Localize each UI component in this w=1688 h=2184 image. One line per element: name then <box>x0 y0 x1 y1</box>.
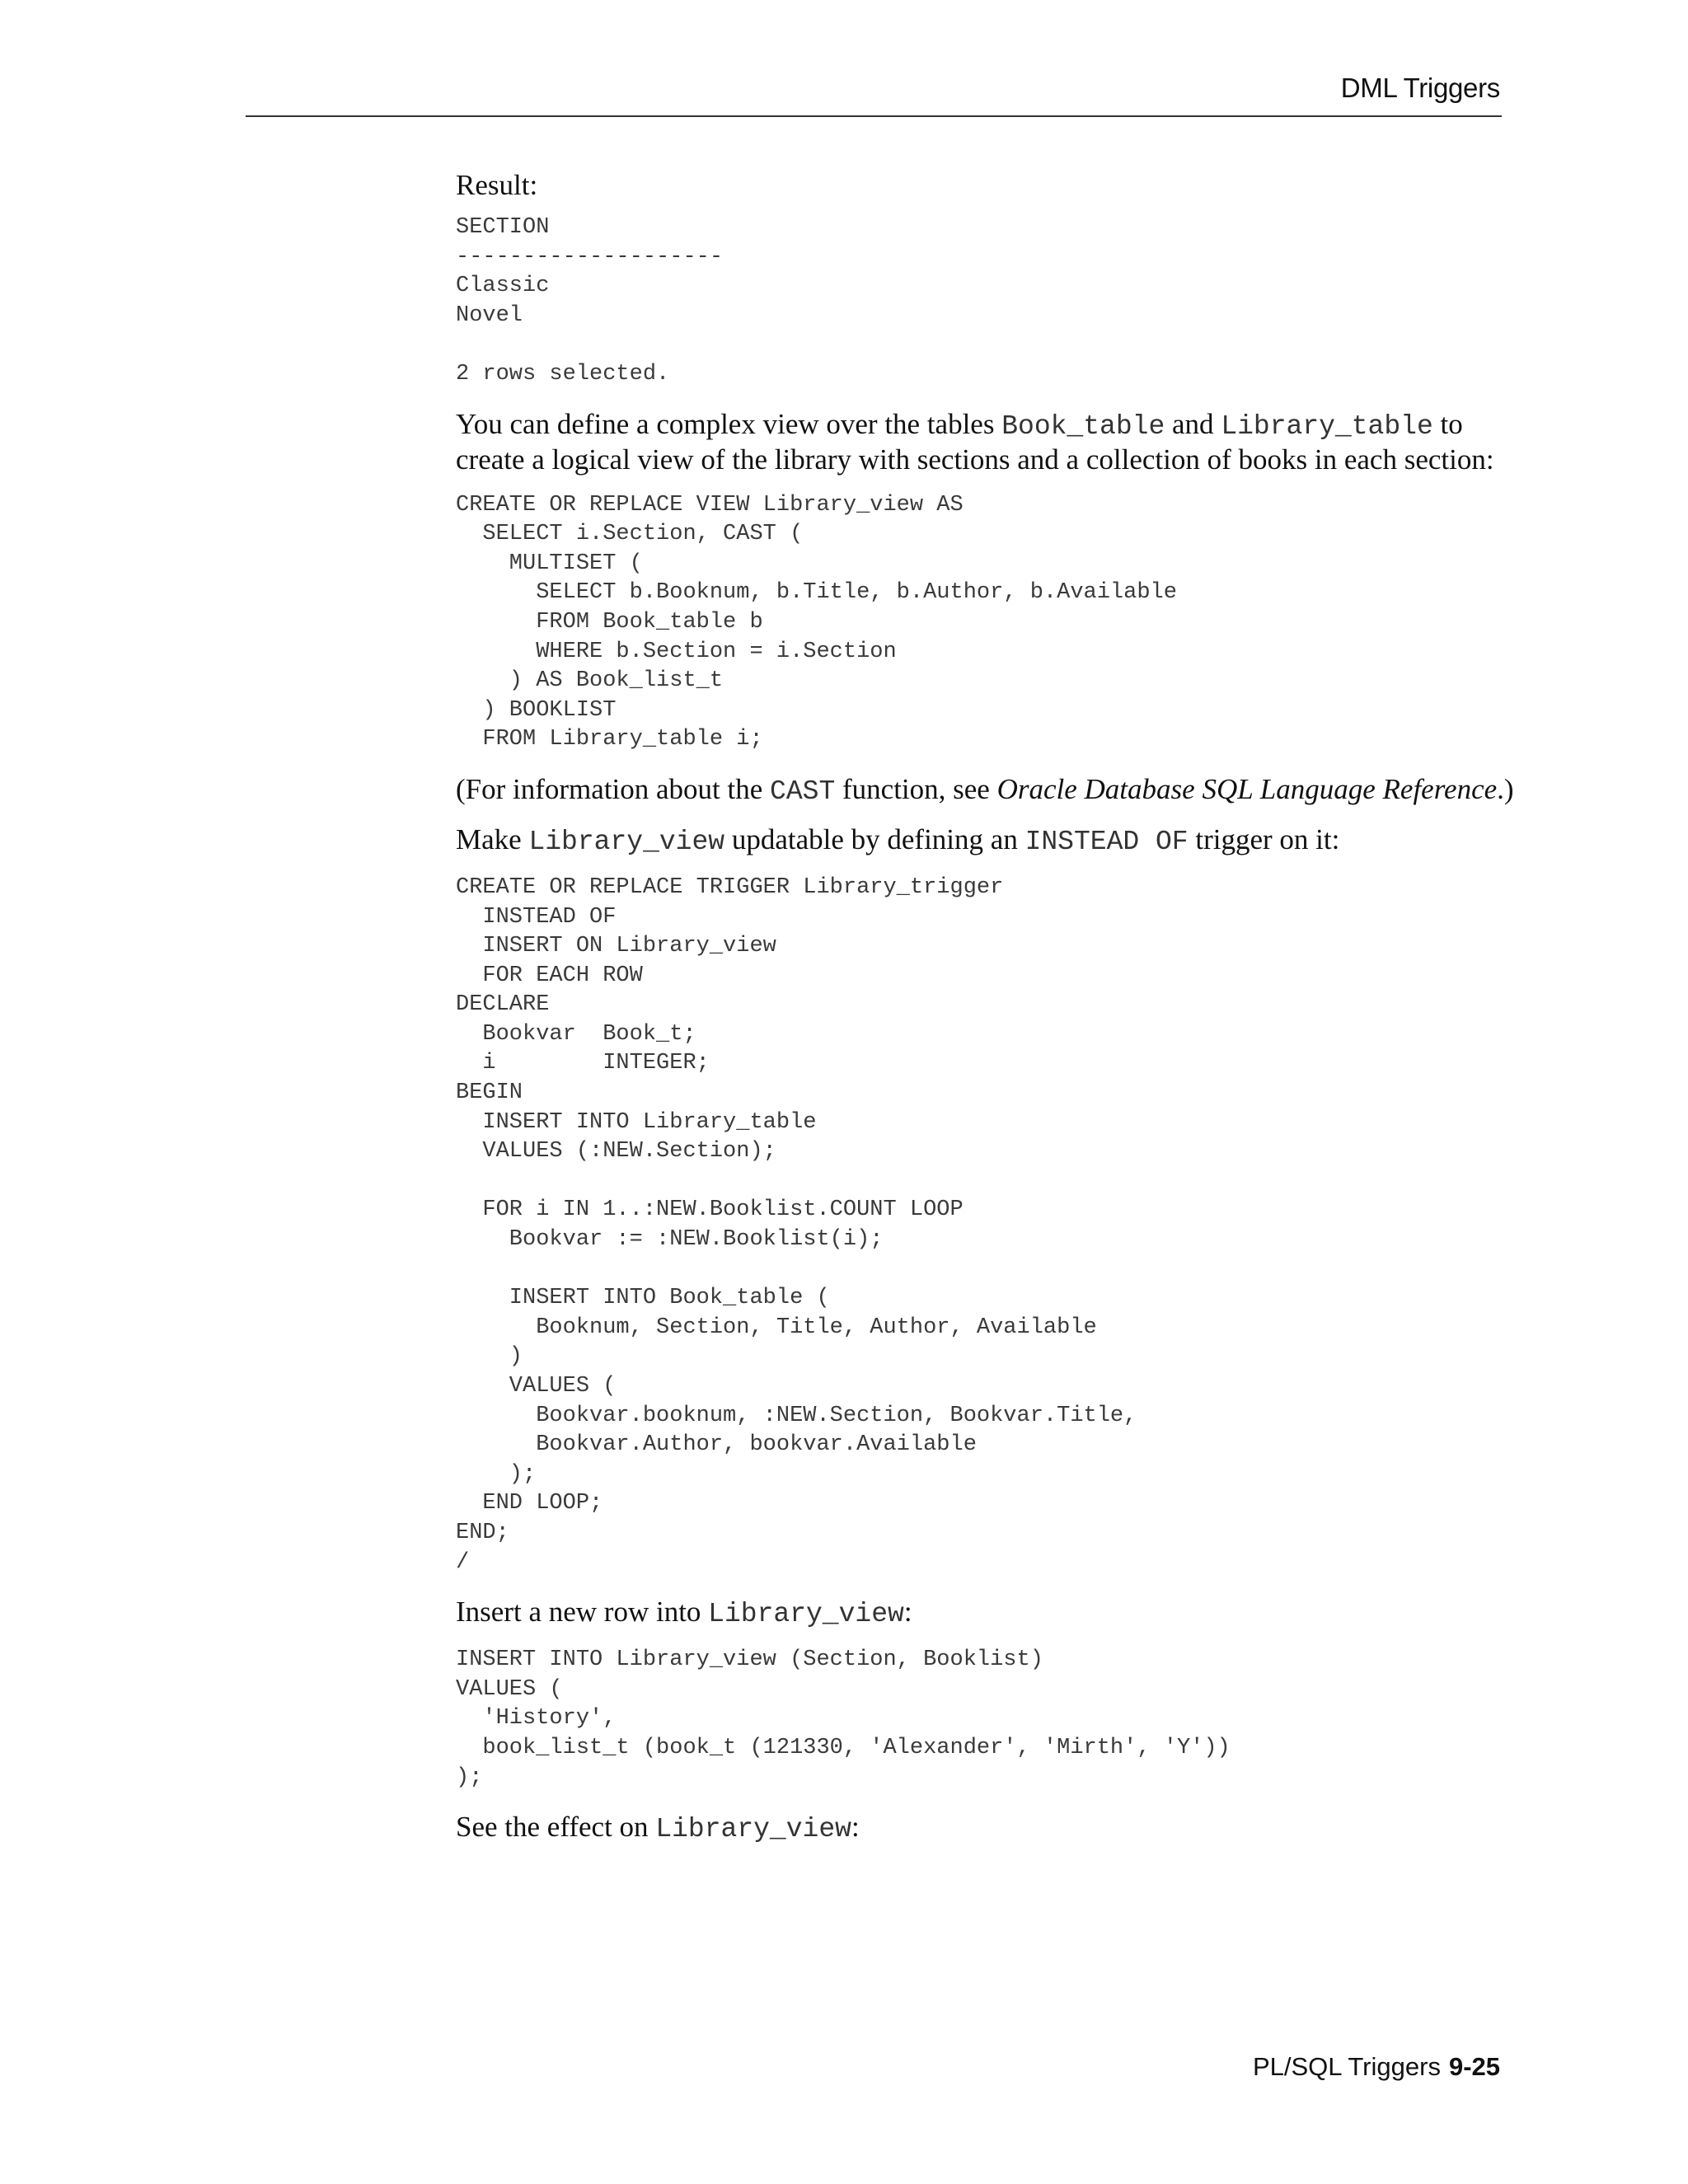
inline-code: CAST <box>770 776 836 807</box>
paragraph-make-updatable <box>456 823 1527 859</box>
inline-code: Library_view <box>528 826 725 857</box>
text-run: and <box>1165 407 1221 440</box>
text-run: : <box>851 1811 860 1844</box>
code-block-insert: INSERT INTO Library_view (Section, Booklist) VALUES ( 'History', book_list_t (book_t (121330, 'Alexander', 'Mirth', 'Y')) ); <box>456 1647 1231 1790</box>
running-header: DML Triggers <box>1340 73 1500 103</box>
text-run: .) <box>1497 772 1514 805</box>
text-run: (For information about the <box>456 772 771 805</box>
code-block-create-view: CREATE OR REPLACE VIEW Library_view AS SELECT i.Section, CAST ( MULTISET ( SELECT b.Booknum, b.Title, b.Author, b.Available FROM Book_table b WHERE b.Section = i.Section ) AS Book_list_t ) BOOKLIST FROM Library_table i; <box>456 492 1177 752</box>
code-block-result: SECTION -------------------- Classic Novel 2 rows selected. <box>456 215 724 387</box>
page-number: 9-25 <box>1448 2052 1500 2081</box>
paragraph-see-effect <box>456 1811 1527 1846</box>
inline-code: Book_table <box>1001 410 1165 442</box>
book-title-reference: Oracle Database SQL Language Reference <box>996 772 1498 805</box>
footer-label: PL/SQL Triggers <box>1252 2052 1441 2081</box>
text-run: function, see <box>835 772 997 805</box>
text-run: Insert a new row into <box>456 1596 709 1629</box>
header-divider <box>246 115 1502 117</box>
text-run: See the effect on <box>456 1811 656 1844</box>
paragraph-insert-row <box>456 1596 1527 1631</box>
text-run: : <box>903 1596 912 1629</box>
text-run: You can define a complex view over the tables <box>456 407 1002 440</box>
text-run: Make <box>456 823 529 855</box>
paragraph-complex-view <box>456 408 1498 476</box>
page-footer <box>1253 2052 1500 2082</box>
text-run: to create a logical view of the library with sections and a collection of books in each section: <box>456 407 1494 476</box>
text-run: updatable by defining an <box>724 823 1025 855</box>
inline-code: INSTEAD OF <box>1025 826 1189 857</box>
result-label: Result: <box>456 169 538 201</box>
inline-code: Library_view <box>655 1814 851 1845</box>
inline-code: Library_table <box>1221 410 1433 442</box>
code-block-create-trigger: CREATE OR REPLACE TRIGGER Library_trigger INSTEAD OF INSERT ON Library_view FOR EACH ROW DECLARE Bookvar Book_t; i INTEGER; BEGIN INSERT INTO Library_table VALUES (:NEW.Section); FOR i IN 1..:NEW.Booklist.COUNT LOOP Bookvar := :NEW.Booklist(i); INSERT INTO Book_table ( Booknum, Section, Title, Author, Available ) VALUES ( Bookvar.booknum, :NEW.Section, Bookvar.Title, Bookvar.Author, bookvar.Available ); END LOOP; END; / <box>456 874 1137 1575</box>
paragraph-cast-reference <box>456 773 1527 808</box>
page-body <box>456 169 1527 1861</box>
text-run: trigger on it: <box>1188 823 1340 855</box>
inline-code: Library_view <box>708 1599 904 1630</box>
